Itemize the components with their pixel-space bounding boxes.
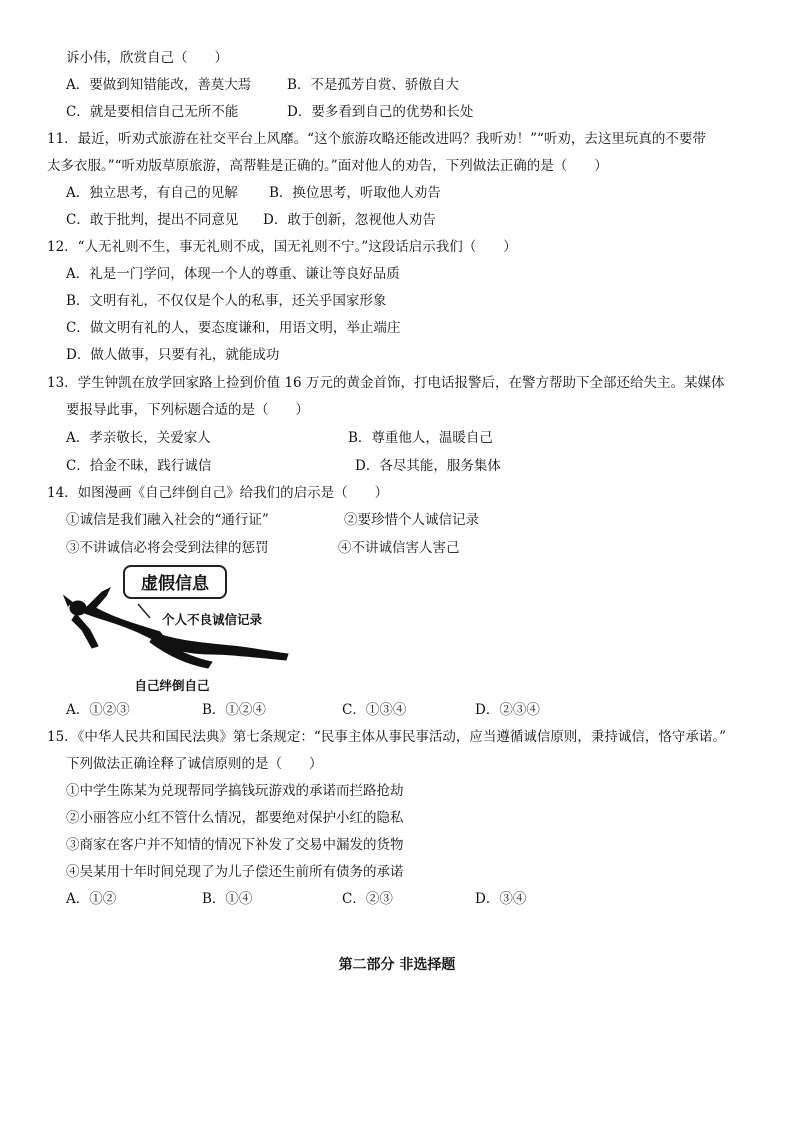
q13-option-c: C．拾金不昧，践行诚信 bbox=[66, 458, 212, 474]
q15-stem-line1: 15．《中华人民共和国民法典》第七条规定：“民事主体从事民事活动，应当遵循诚信原则，秉持诚信，恪守承诺。” bbox=[47, 729, 726, 745]
q15-option-d: D．③④ bbox=[475, 891, 527, 907]
q14-statement-2: ②要珍惜个人诚信记录 bbox=[344, 512, 479, 528]
falling-figure bbox=[64, 588, 288, 668]
q10-option-d: D．要多看到自己的优势和长处 bbox=[287, 104, 474, 120]
q11-stem-line2: 太多衣服。”“听劝版草原旅游，高帮鞋是正确的。”面对他人的劝告，下列做法正确的是（ ） bbox=[47, 158, 608, 174]
record-label: 个人不良诚信记录 bbox=[161, 612, 263, 627]
q10-option-a: A．要做到知错能改，善莫大焉 bbox=[66, 77, 252, 93]
q15-statement-3: ③商家在客户并不知情的情况下补发了交易中漏发的货物 bbox=[66, 837, 404, 853]
q13-option-d: D．各尽其能，服务集体 bbox=[355, 458, 501, 474]
q13-option-a: A．孝亲敬长，关爱家人 bbox=[66, 430, 211, 446]
bubble-text: 虚假信息 bbox=[141, 574, 209, 594]
q10-option-c: C．就是要相信自己无所不能 bbox=[66, 104, 239, 120]
q11-option-b: B．换位思考，听取他人劝告 bbox=[269, 185, 441, 201]
q14-statement-3: ③不讲诚信必将会受到法律的惩罚 bbox=[66, 540, 269, 556]
q11-option-a: A．独立思考，有自己的见解 bbox=[66, 185, 238, 201]
q15-statement-2: ②小丽答应小红不管什么情况，都要绝对保护小红的隐私 bbox=[66, 810, 404, 826]
q14-option-d: D．②③④ bbox=[475, 702, 540, 718]
q15-statement-1: ①中学生陈某为兑现帮同学搞钱玩游戏的承诺而拦路抢劫 bbox=[66, 783, 404, 799]
q15-option-a: A．①② bbox=[66, 891, 117, 907]
q15-statement-4: ④吴某用十年时间兑现了为儿子偿还生前所有债务的承诺 bbox=[66, 864, 404, 880]
q15-option-b: B．①④ bbox=[202, 891, 253, 907]
q11-stem-line1: 11．最近，听劝式旅游在社交平台上风靡。“这个旅游攻略还能改进吗？我听劝！”“听劝，去这里玩真的不要带 bbox=[47, 131, 706, 147]
section-heading: 第二部分 非选择题 bbox=[338, 957, 456, 973]
q10-option-b: B．不是孤芳自赏、骄傲自大 bbox=[287, 77, 459, 93]
q14-option-c: C．①③④ bbox=[342, 702, 407, 718]
q13-stem-line1: 13．学生钟凯在放学回家路上捡到价值 16 万元的黄金首饰，打电话报警后，在警方帮助下全部还给失主。某媒体 bbox=[47, 375, 725, 391]
q12-option-c: C．做文明有礼的人，要态度谦和，用语文明，举止端庄 bbox=[66, 320, 401, 336]
q12-option-b: B．文明有礼，不仅仅是个人的私事，还关乎国家形象 bbox=[66, 293, 387, 309]
q11-option-c: C．敢于批判，提出不同意见 bbox=[66, 212, 239, 228]
q12-stem: 12．“人无礼则不生，事无礼则不成，国无礼则不宁。”这段话启示我们（ ） bbox=[47, 239, 517, 255]
q11-option-d: D．敢于创新，忽视他人劝告 bbox=[263, 212, 436, 228]
q14-stem: 14．如图漫画《自己绊倒自己》给我们的启示是（ ） bbox=[47, 485, 389, 501]
q12-option-d: D．做人做事，只要有礼，就能成功 bbox=[66, 347, 280, 363]
q14-statement-1: ①诚信是我们融入社会的“通行证” bbox=[66, 512, 269, 528]
comic-caption: 自己绊倒自己 bbox=[134, 678, 210, 693]
comic-self-tripping bbox=[62, 562, 294, 696]
q14-option-a: A．①②③ bbox=[66, 702, 130, 718]
q12-option-a: A．礼是一门学问，体现一个人的尊重、谦让等良好品质 bbox=[66, 266, 400, 282]
q15-stem-line2: 下列做法正确诠释了诚信原则的是（ ） bbox=[66, 756, 323, 772]
q13-option-b: B．尊重他人，温暖自己 bbox=[348, 430, 493, 446]
q10-stem-end: 诉小伟，欣赏自己（ ） bbox=[66, 50, 228, 66]
q13-stem-line2: 要报导此事，下列标题合适的是（ ） bbox=[66, 402, 309, 418]
q15-option-c: C．②③ bbox=[342, 891, 393, 907]
q14-statement-4: ④不讲诚信害人害己 bbox=[338, 540, 460, 556]
bubble-tail bbox=[138, 604, 150, 618]
q14-option-b: B．①②④ bbox=[202, 702, 266, 718]
